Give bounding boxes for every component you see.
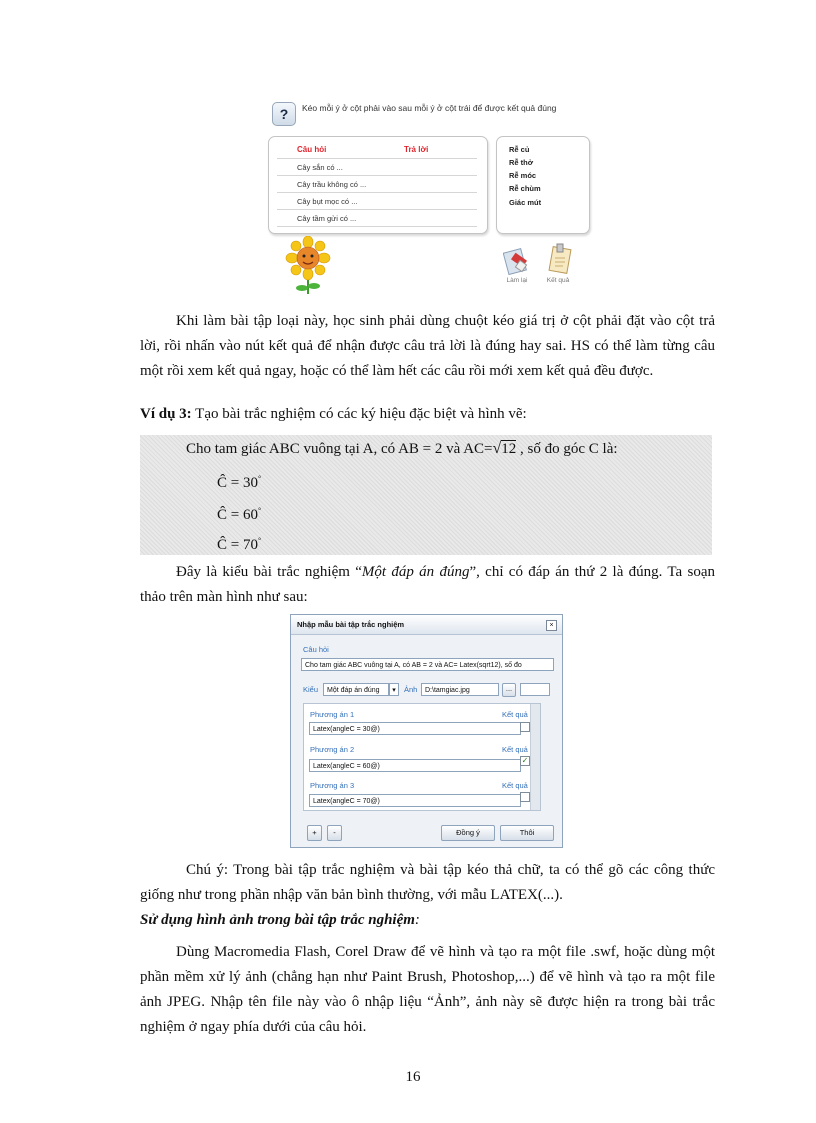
question-icon: ? <box>272 102 296 126</box>
question-input[interactable]: Cho tam giác ABC vuông tại A, có AB = 2 và AC= Latex(sqrt12), số đo <box>301 658 554 671</box>
option-input[interactable]: Latex(angleC = 70@) <box>309 794 521 807</box>
image-label: Ảnh <box>404 685 418 694</box>
option-label: Phương án 1 <box>310 710 355 719</box>
option-input[interactable]: Latex(angleC = 60@) <box>309 759 521 772</box>
option-label: Phương án 2 <box>310 745 355 754</box>
degree-mark: ° <box>257 536 262 545</box>
answer-item[interactable]: Giác mút <box>509 198 542 207</box>
paragraph-1: Khi làm bài tập loại này, học sinh phải dùng chuột kéo giá trị ở cột phải đặt vào cột trả lời, rồi nhấn vào nút kết quả để nhận được câu trả lời là đúng hay sai. HS có thể làm từng câu một rồi xem kết quả ngay, hoặc có thể làm hết các câu rồi mới xem kết quả đều được. <box>140 313 715 379</box>
quiz-entry-dialog <box>290 614 563 848</box>
cancel-button[interactable]: Thôi <box>500 825 554 841</box>
type-select[interactable]: Một đáp án đúng <box>323 683 389 696</box>
option-value: = 30 <box>230 475 258 491</box>
answer-header: Trả lời <box>404 145 429 154</box>
type-label: Kiểu <box>303 685 319 694</box>
questions-panel <box>268 136 488 234</box>
option-input[interactable]: Latex(angleC = 30@) <box>309 722 521 735</box>
example-option <box>217 500 261 526</box>
answer-item[interactable]: Rễ chùm <box>509 184 541 193</box>
paragraph-3: Dùng Macromedia Flash, Corel Draw để vẽ hình và tạo ra một file .swf, hoặc dùng một phần mềm xử lý ảnh (chẳng hạn như Paint Brush, Photoshop,...) để vẽ hình và tạo ra một file ảnh JPEG. Nhập tên file này vào ô nhập liệu “Ảnh”, ảnh này sẽ được hiện ra trong bài trắc nghiệm ở ngay phía dưới của câu hỏi. <box>140 944 715 1035</box>
answer-item[interactable]: Rễ củ <box>509 145 530 154</box>
result-col-label: Kết quả <box>502 781 528 790</box>
paragraph-2 <box>140 560 715 610</box>
section-heading-colon: : <box>414 912 420 928</box>
result-col-label: Kết quả <box>502 710 528 719</box>
latex-note: Chú ý: Trong bài tập trắc nghiệm và bài tập kéo thả chữ, ta có thể gõ các công thức giống như trong phần nhập văn bản bình thường, với mẫu LATEX(...). <box>140 862 715 903</box>
add-option-button[interactable]: + <box>307 825 322 841</box>
scrollbar[interactable] <box>530 704 540 810</box>
result-sheet-icon[interactable] <box>545 242 573 274</box>
p2-text-b: ”, chỉ có đáp án thứ 2 là đúng. Ta soạn thảo trên màn hình như sau: <box>140 564 715 605</box>
header-divider <box>277 141 477 159</box>
result-checkbox[interactable] <box>520 792 530 802</box>
option-label: Phương án 3 <box>310 781 355 790</box>
p2-text-a: Đây là kiểu bài trắc nghiệm “ <box>176 564 362 580</box>
answer-item[interactable]: Rễ thở <box>509 158 534 167</box>
question-row[interactable]: Cây tầm gửi có ... <box>277 210 477 227</box>
result-checkbox[interactable]: ✓ <box>521 756 529 765</box>
degree-mark: ° <box>257 474 262 483</box>
example-question <box>186 438 618 460</box>
image-input[interactable]: D:\tamgiac.jpg <box>421 683 499 696</box>
extra-input[interactable] <box>520 683 550 696</box>
example-question-post: , số đo góc C là: <box>516 441 618 457</box>
answers-panel <box>496 136 590 234</box>
chevron-down-icon[interactable]: ▾ <box>389 683 399 696</box>
angle-symbol: Ĉ <box>217 475 228 491</box>
p2-emphasis: Một đáp án đúng <box>361 564 470 580</box>
example-question-pre: Cho tam giác ABC vuông tại A, có AB = 2 và AC= <box>186 441 493 457</box>
option-value: = 60 <box>230 507 258 523</box>
exercise-instruction: Kéo mỗi ý ở cột phải vào sau mỗi ý ở cột trái để được kết quả đúng <box>302 103 557 113</box>
example-option <box>217 468 261 494</box>
section-heading-text: Sử dụng hình ảnh trong bài tập trắc nghiệm <box>140 912 415 928</box>
option-value: = 70 <box>230 537 258 553</box>
page-number: 16 <box>405 1069 421 1085</box>
degree-mark: ° <box>257 506 262 515</box>
angle-symbol: Ĉ <box>217 537 228 553</box>
example-3-text: Tạo bài trắc nghiệm có các ký hiệu đặc biệt và hình vẽ: <box>191 406 527 422</box>
question-row[interactable]: Cây sắn có ... <box>277 159 477 176</box>
question-header: Câu hỏi <box>297 145 327 154</box>
eraser-icon[interactable] <box>503 246 531 278</box>
sunflower-icon <box>285 236 331 296</box>
remove-option-button[interactable]: - <box>327 825 342 841</box>
result-checkbox[interactable] <box>520 722 530 732</box>
answer-item[interactable]: Rễ móc <box>509 171 537 180</box>
section-heading <box>140 908 715 933</box>
example-option <box>217 530 261 556</box>
close-icon[interactable]: × <box>546 620 557 631</box>
sqrt-value: 12 <box>501 441 517 457</box>
question-label: Câu hỏi <box>303 645 329 654</box>
ok-button[interactable]: Đồng ý <box>441 825 495 841</box>
question-row[interactable]: Cây bụt mọc có ... <box>277 193 477 210</box>
browse-button[interactable]: ... <box>502 683 516 697</box>
result-col-label: Kết quả <box>502 745 528 754</box>
dialog-title: Nhập mẫu bài tập trắc nghiệm <box>291 615 562 635</box>
example-3-label: Ví dụ 3: <box>140 406 192 422</box>
sqrt-icon: √ <box>492 440 502 457</box>
angle-symbol: Ĉ <box>217 507 228 523</box>
example-3-line <box>140 402 715 427</box>
result-label[interactable]: Kết quả <box>546 277 570 284</box>
question-row[interactable]: Cây trầu không có ... <box>277 176 477 193</box>
options-panel <box>303 703 541 811</box>
redo-label[interactable]: Làm lại <box>506 277 528 284</box>
